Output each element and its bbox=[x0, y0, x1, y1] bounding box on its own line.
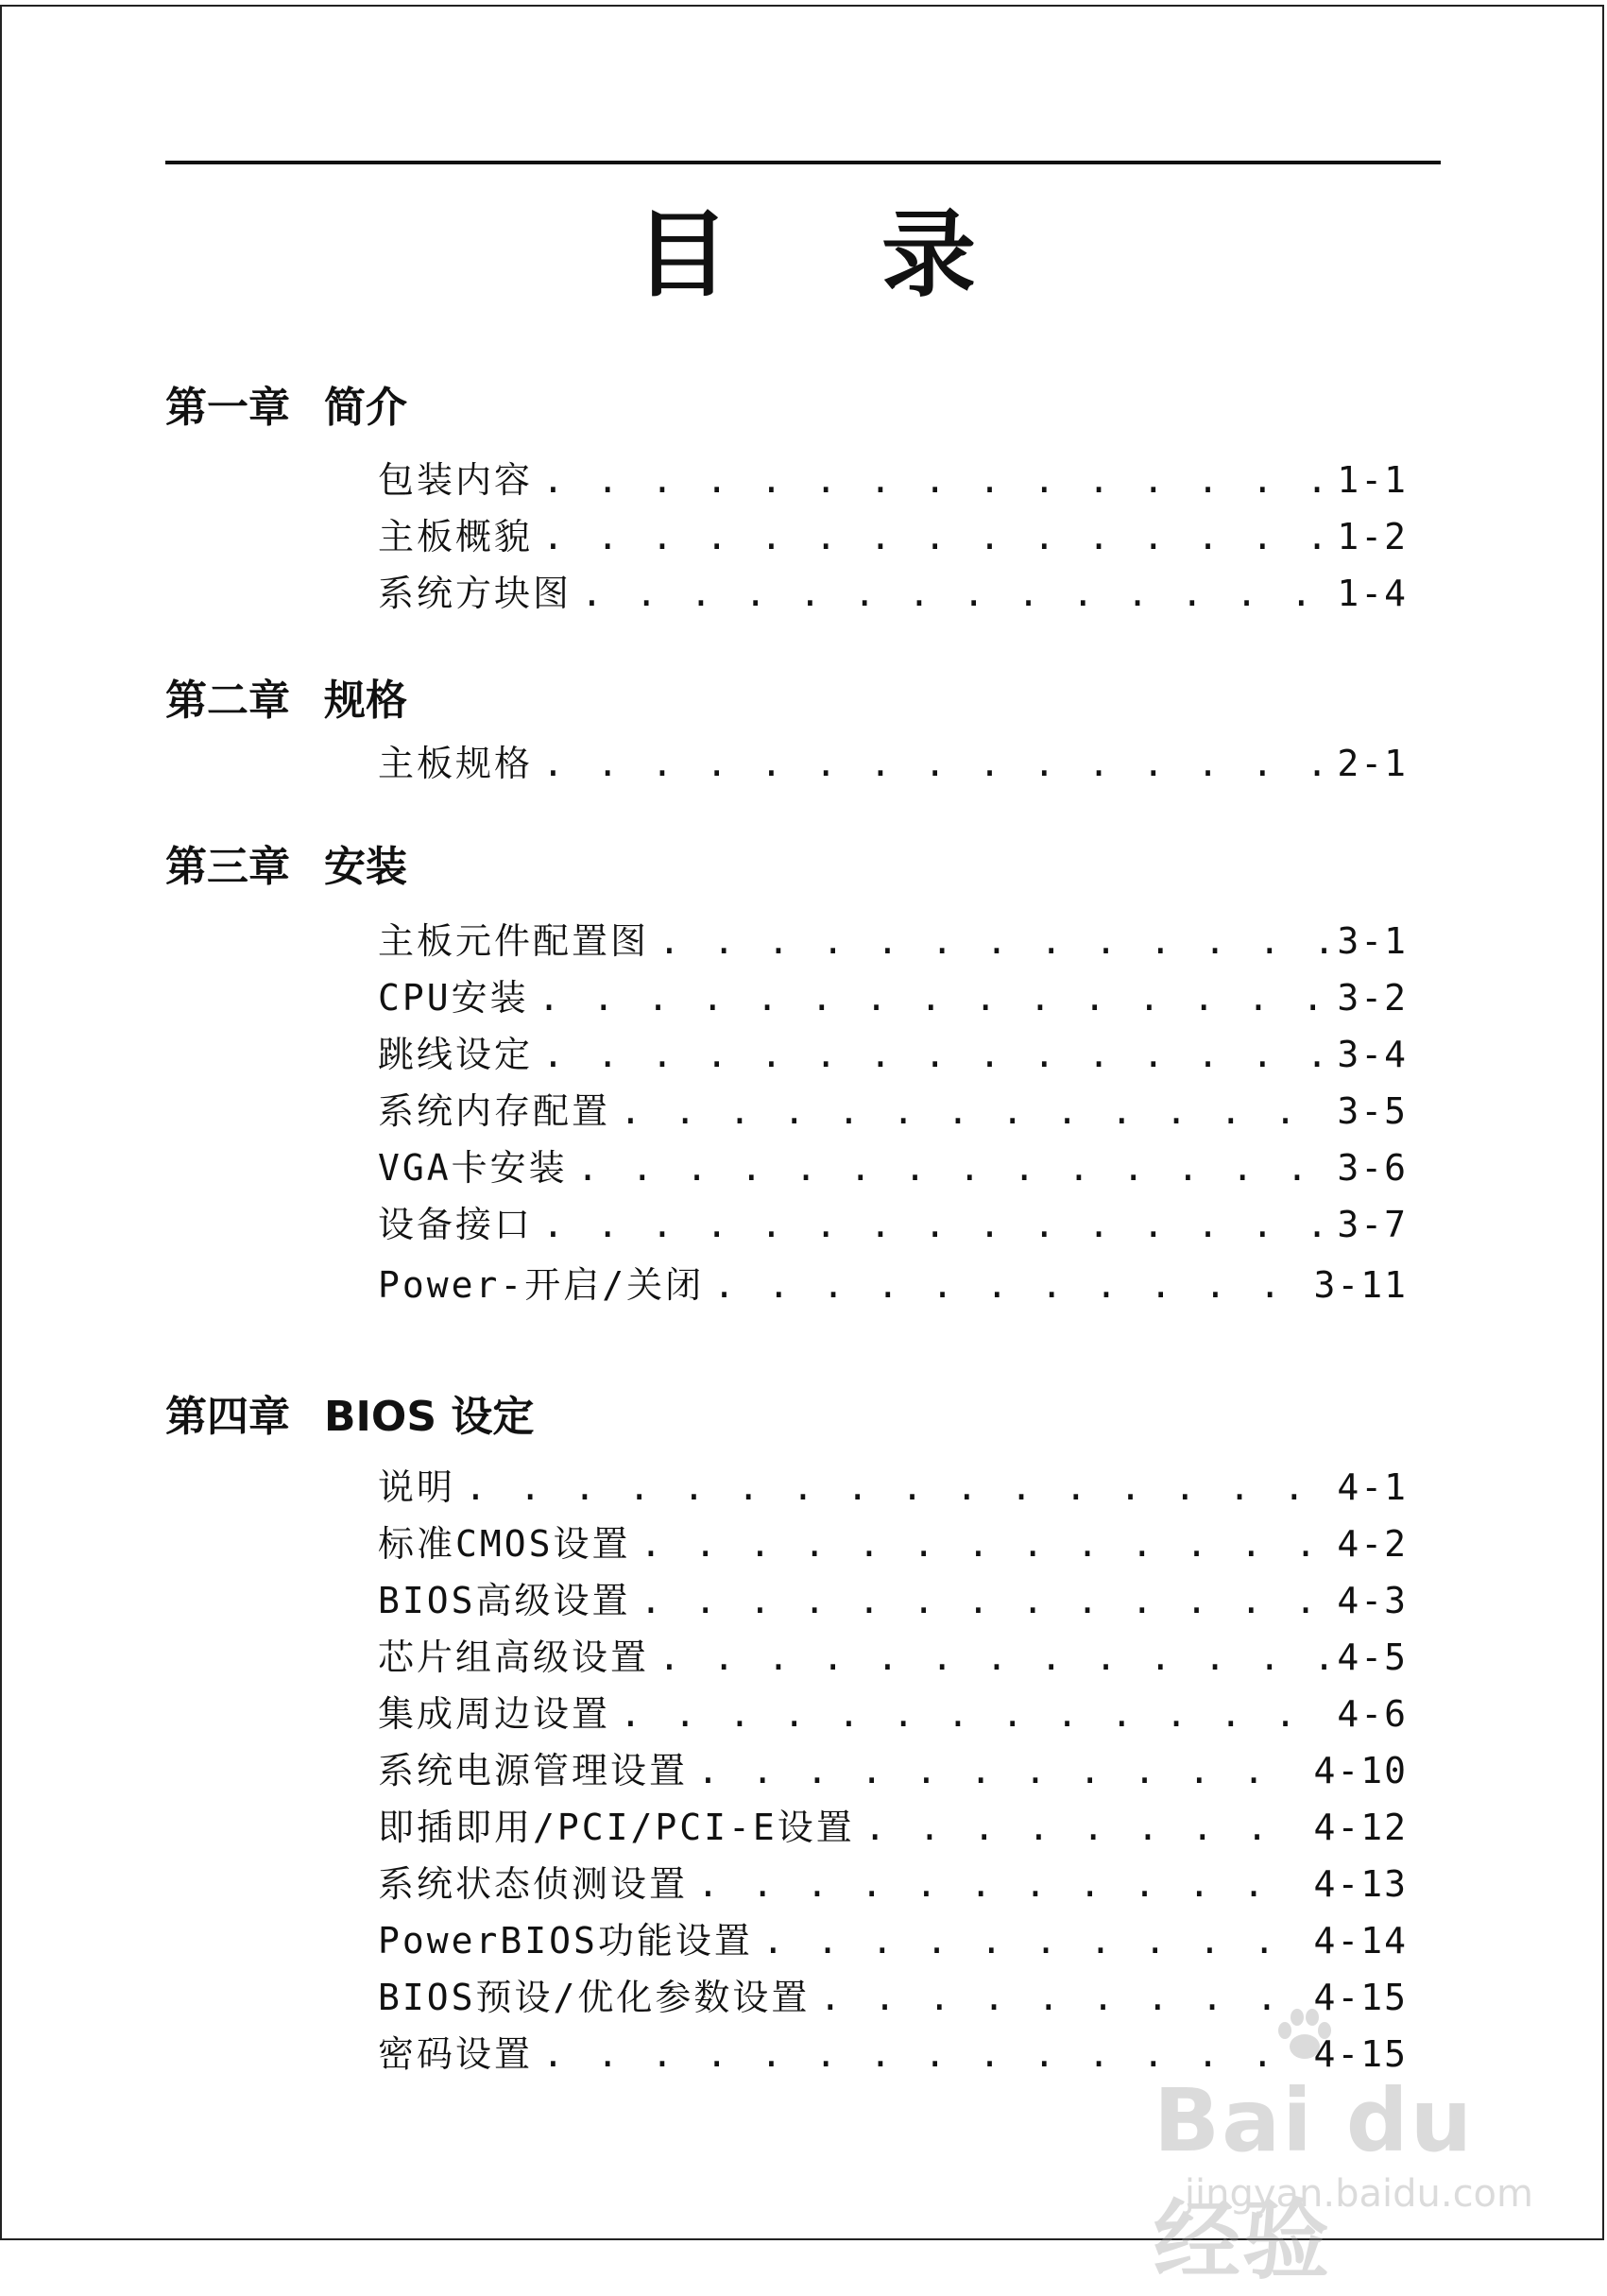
entry-label: 设备接口 bbox=[378, 1204, 534, 1245]
chapter-number: 第二章 bbox=[165, 677, 290, 725]
entry-label: 芯片组高级设置 bbox=[378, 1636, 650, 1678]
toc-entry[interactable] bbox=[378, 510, 1408, 563]
entry-page: 3-11 bbox=[1313, 1264, 1408, 1306]
leader-dots bbox=[542, 1028, 1327, 1081]
entry-page: 3-2 bbox=[1337, 977, 1408, 1019]
toc-entry[interactable] bbox=[378, 1198, 1408, 1251]
leader-dots bbox=[658, 1631, 1327, 1684]
entry-page: 1-1 bbox=[1337, 459, 1408, 501]
leader-dots bbox=[697, 1744, 1304, 1797]
leader-dots bbox=[539, 971, 1328, 1024]
chapter-3-heading bbox=[165, 839, 407, 896]
entry-page: 4-15 bbox=[1313, 2033, 1408, 2075]
entry-page: 4-5 bbox=[1337, 1636, 1408, 1678]
entry-label: 主板概貌 bbox=[378, 516, 534, 557]
leader-dots bbox=[577, 1141, 1328, 1194]
entry-page: 2-1 bbox=[1337, 743, 1408, 784]
leader-dots bbox=[641, 1574, 1328, 1627]
entry-page: 4-1 bbox=[1337, 1466, 1408, 1508]
toc-entry[interactable] bbox=[378, 1801, 1408, 1854]
toc-entry[interactable] bbox=[378, 915, 1408, 968]
watermark-url: jingyan.baidu.com bbox=[1184, 2172, 1533, 2216]
toc-entry[interactable] bbox=[378, 1688, 1408, 1740]
toc-entry[interactable] bbox=[378, 737, 1408, 790]
chapter-1-heading bbox=[165, 380, 407, 437]
toc-entry[interactable] bbox=[378, 971, 1408, 1024]
title-char-1: 目 bbox=[635, 199, 729, 310]
leader-dots bbox=[641, 1517, 1328, 1570]
toc-entry[interactable] bbox=[378, 1141, 1408, 1194]
toc-entry[interactable] bbox=[378, 1461, 1408, 1514]
entry-page: 3-1 bbox=[1337, 920, 1408, 962]
top-rule bbox=[165, 161, 1441, 164]
entry-page: 4-10 bbox=[1313, 1750, 1408, 1791]
toc-entry[interactable] bbox=[378, 1858, 1408, 1910]
paw-icon bbox=[1272, 2004, 1338, 2070]
title-char-2: 录 bbox=[881, 199, 976, 310]
entry-page: 3-5 bbox=[1337, 1090, 1408, 1132]
chapter-2-heading bbox=[165, 673, 407, 729]
leader-dots bbox=[465, 1461, 1327, 1514]
toc-entry[interactable] bbox=[378, 1259, 1408, 1311]
leader-dots bbox=[658, 915, 1327, 968]
entry-label: 标准CMOS设置 bbox=[378, 1523, 631, 1565]
entry-page: 4-13 bbox=[1313, 1863, 1408, 1905]
entry-label: 集成周边设置 bbox=[378, 1693, 611, 1735]
entry-label: 系统方块图 bbox=[378, 573, 573, 614]
entry-label: 主板元件配置图 bbox=[378, 920, 650, 962]
entry-label: 主板规格 bbox=[378, 743, 534, 784]
leader-dots bbox=[542, 737, 1327, 790]
chapter-name: 安装 bbox=[324, 843, 407, 891]
leader-dots bbox=[697, 1858, 1304, 1910]
entry-label: BIOS预设/优化参数设置 bbox=[378, 1977, 811, 2018]
chapter-number: 第一章 bbox=[165, 384, 290, 432]
toc-entry[interactable] bbox=[378, 1574, 1408, 1627]
entry-page: 3-4 bbox=[1337, 1034, 1408, 1075]
leader-dots bbox=[713, 1259, 1304, 1311]
entry-page: 3-7 bbox=[1337, 1204, 1408, 1245]
leader-dots bbox=[864, 1801, 1305, 1854]
entry-label: 即插即用/PCI/PCI-E设置 bbox=[378, 1807, 855, 1848]
entry-label: 密码设置 bbox=[378, 2033, 534, 2075]
entry-label: VGA卡安装 bbox=[378, 1147, 568, 1189]
chapter-name: 简介 bbox=[324, 384, 407, 432]
toc-entry[interactable] bbox=[378, 454, 1408, 506]
toc-entry[interactable] bbox=[378, 567, 1408, 620]
entry-label: Power-开启/关闭 bbox=[378, 1264, 705, 1306]
entry-page: 1-4 bbox=[1337, 573, 1408, 614]
toc-entry[interactable] bbox=[378, 1631, 1408, 1684]
toc-entry[interactable] bbox=[378, 1517, 1408, 1570]
entry-page: 4-15 bbox=[1313, 1977, 1408, 2018]
toc-entry[interactable] bbox=[378, 1744, 1408, 1797]
entry-page: 4-3 bbox=[1337, 1580, 1408, 1621]
chapter-name: BIOS 设定 bbox=[324, 1393, 535, 1441]
entry-page: 4-2 bbox=[1337, 1523, 1408, 1565]
chapter-4-heading bbox=[165, 1389, 534, 1446]
entry-label: 说明 bbox=[378, 1466, 456, 1508]
leader-dots bbox=[620, 1085, 1327, 1138]
chapter-name: 规格 bbox=[324, 677, 407, 725]
baidu-watermark bbox=[1154, 2004, 1550, 2291]
leader-dots bbox=[762, 1914, 1305, 1967]
entry-page: 3-6 bbox=[1337, 1147, 1408, 1189]
watermark-logo: Bai du 经验 bbox=[1154, 2070, 1475, 2291]
chapter-number: 第三章 bbox=[165, 843, 290, 891]
entry-label: CPU安装 bbox=[378, 977, 529, 1019]
entry-page: 1-2 bbox=[1337, 516, 1408, 557]
entry-label: 系统状态侦测设置 bbox=[378, 1863, 689, 1905]
entry-page: 4-14 bbox=[1313, 1920, 1408, 1962]
entry-label: 跳线设定 bbox=[378, 1034, 534, 1075]
toc-entry[interactable] bbox=[378, 1914, 1408, 1967]
leader-dots bbox=[581, 567, 1327, 620]
page-title bbox=[0, 194, 1607, 317]
leader-dots bbox=[542, 1198, 1327, 1251]
entry-label: 包装内容 bbox=[378, 459, 534, 501]
entry-label: 系统内存配置 bbox=[378, 1090, 611, 1132]
entry-label: BIOS高级设置 bbox=[378, 1580, 631, 1621]
toc-entry[interactable] bbox=[378, 1085, 1408, 1138]
entry-page: 4-12 bbox=[1313, 1807, 1408, 1848]
entry-page: 4-6 bbox=[1337, 1693, 1408, 1735]
toc-entry[interactable] bbox=[378, 1028, 1408, 1081]
entry-label: 系统电源管理设置 bbox=[378, 1750, 689, 1791]
leader-dots bbox=[542, 454, 1327, 506]
leader-dots bbox=[620, 1688, 1327, 1740]
leader-dots bbox=[542, 510, 1327, 563]
chapter-number: 第四章 bbox=[165, 1393, 290, 1441]
entry-label: PowerBIOS功能设置 bbox=[378, 1920, 753, 1962]
